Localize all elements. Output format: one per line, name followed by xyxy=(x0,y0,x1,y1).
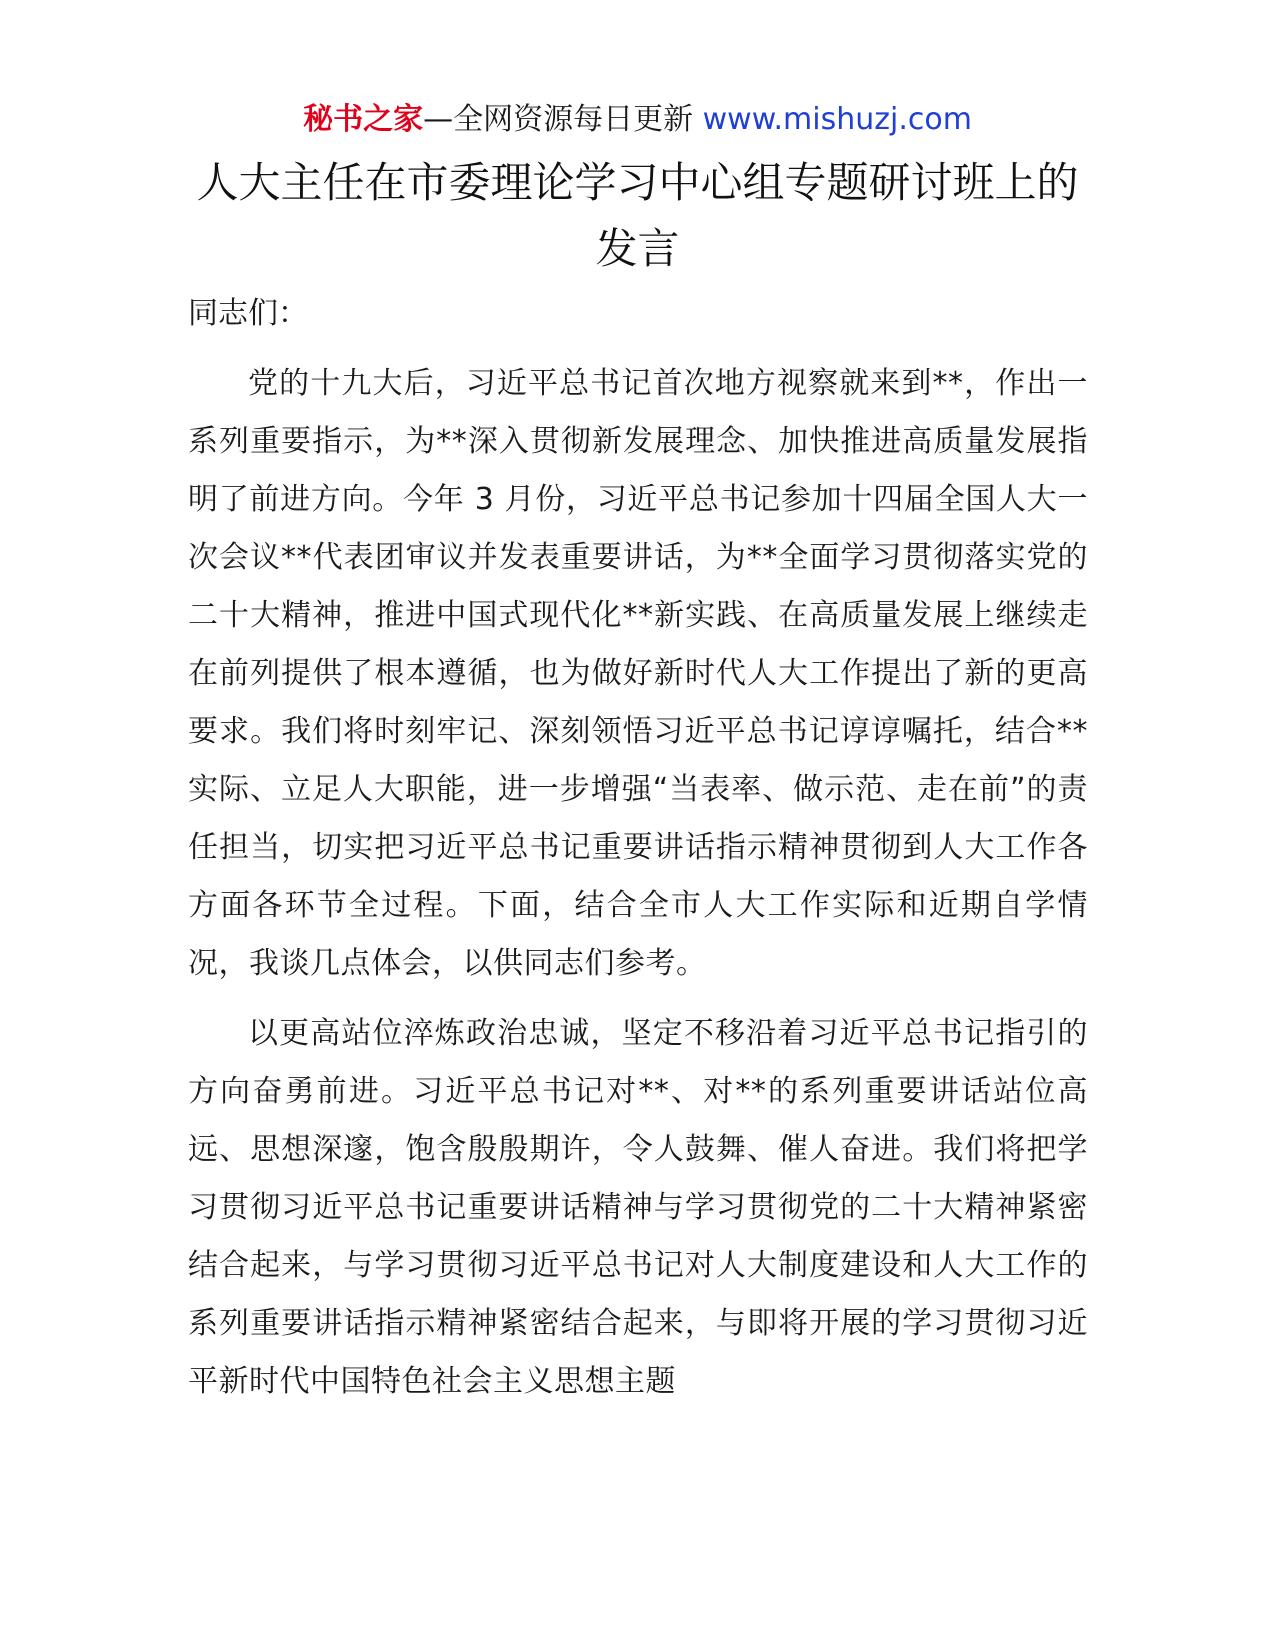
site-header xyxy=(0,100,1275,140)
salutation: 同志们： xyxy=(188,296,308,331)
document-title: 人大主任在市委理论学习中心组专题研讨班上的发言 xyxy=(196,158,1079,273)
paragraph-2: 以更高站位淬炼政治忠诚，坚定不移沿着习近平总书记指引的方向奋勇前进。习近平总书记对**、对**的系列重要讲话站位高远、思想深邃，饱含殷殷期许，令人鼓舞、催人奋进。我们将把学习贯彻习近平总书记重要讲话精神与学习贯彻党的二十大精神紧密结合起来，与学习贯彻习近平总书记对人大制度建设和人大工作的系列重要讲话指示精神紧密结合起来，与即将开展的学习贯彻习近平新时代中国特色社会主义思想主题 xyxy=(188,1016,1088,1399)
document-body xyxy=(188,285,1088,1423)
site-brand: 秘书之家 xyxy=(303,102,424,137)
site-tagline: —全网资源每日更新 xyxy=(423,102,694,137)
paragraph-1: 党的十九大后，习近平总书记首次地方视察就来到**，作出一系列重要指示，为**深入贯彻新发展理念、加快推进高质量发展指明了前进方向。今年 3 月份，习近平总书记参加十四届全国人大一次会议**代表团审议并发表重要讲话，为**全面学习贯彻落实党的二十大精神，推进中国式现代化**新实践、在高质量发展上继续走在前列提供了根本遵循，也为做好新时代人大工作提出了新的更高要求。我们将时刻牢记、深刻领悟习近平总书记谆谆嘱托，结合**实际、立足人大职能，进一步增强“当表率、做示范、走在前”的责任担当，切实把习近平总书记重要讲话指示精神贯彻到人大工作各方面各环节全过程。下面，结合全市人大工作实际和近期自学情况，我谈几点体会，以供同志们参考。 xyxy=(188,366,1088,981)
site-url-link[interactable]: www.mishuzj.com xyxy=(702,102,972,137)
